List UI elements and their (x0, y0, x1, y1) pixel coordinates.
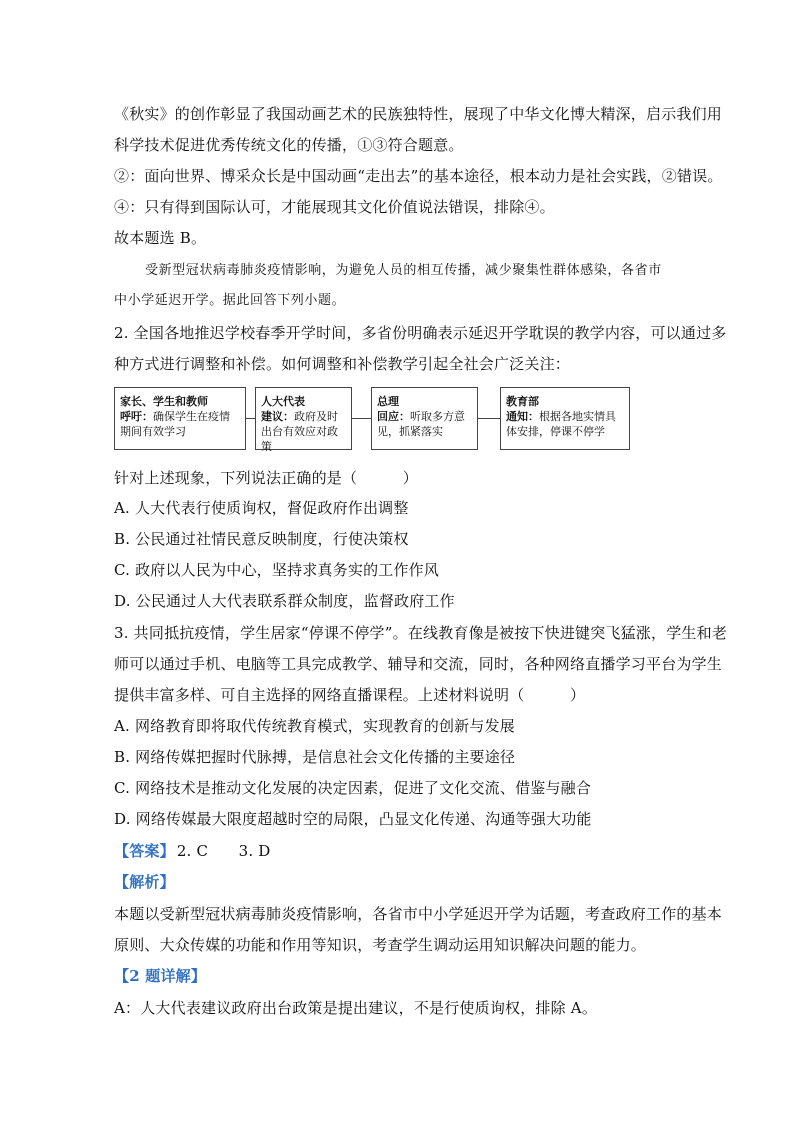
flow-node-ministry (500, 387, 630, 450)
flow-node-title: 家长、学生和教师 (120, 395, 208, 408)
answer-value: 2. C 3. D (176, 842, 271, 860)
flow-diagram (114, 387, 630, 452)
option-d: D. 网络传媒最大限度超越时空的局限，凸显文化传递、沟通等强大功能 (114, 810, 592, 828)
material-line: 中小学延迟开学。据此回答下列小题。 (114, 293, 346, 308)
flow-node-text: 根据各地实情具体安排，停课不停学 (506, 410, 616, 438)
detail-text: A：人大代表建议政府出台政策是提出建议，不是行使质询权，排除 A。 (114, 999, 598, 1017)
text-line: ②：面向世界、博采众长是中国动画“走出去”的基本途径，根本动力是社会实践，②错误。 (114, 167, 723, 185)
flow-node-title: 总理 (377, 395, 399, 408)
flow-node-body (120, 409, 240, 439)
option-c: C. 网络技术是推动文化发展的决定因素，促进了文化交流、借鉴与融合 (114, 779, 592, 797)
question-3-stem: 提供丰富多样、可自主选择的网络直播课程。上述材料说明（ ） (114, 686, 586, 704)
flow-node-body (377, 409, 472, 439)
text-line: 故本题选 B。 (114, 229, 207, 247)
option-a: A. 人大代表行使质询权，督促政府作出调整 (114, 499, 409, 517)
flow-node-parents (114, 387, 246, 450)
flow-node-npc-deputy (255, 387, 352, 453)
question-2-prompt: 针对上述现象，下列说法正确的是（ ） (114, 469, 419, 487)
flow-node-key: 回应： (377, 410, 410, 423)
option-b: B. 网络传媒把握时代脉搏，是信息社会文化传播的主要途径 (114, 748, 516, 766)
option-a: A. 网络教育即将取代传统教育模式，实现教育的创新与发展 (114, 717, 515, 735)
flow-connector (246, 418, 255, 419)
question-3-stem: 师可以通过手机、电脑等工具完成教学、辅导和交流，同时，各种网络直播学习平台为学生 (114, 655, 723, 673)
question-2-stem: 2. 全国各地推迟学校春季开学时间，多省份明确表示延迟开学耽误的教学内容，可以通过多 (114, 324, 727, 342)
text-line: 科学技术促进优秀传统文化的传播，①③符合题意。 (114, 136, 464, 154)
analysis-label: 【解析】 (114, 873, 175, 891)
detail-label: 【2 题详解】 (114, 967, 207, 985)
flow-node-premier (371, 387, 478, 450)
flow-node-key: 建议： (261, 410, 294, 423)
flow-node-key: 呼吁： (120, 410, 153, 423)
question-3-stem: 3. 共同抵抗疫情，学生居家“停课不停学”。在线教育像是被按下快进键突飞猛涨，学生和老 (114, 624, 728, 642)
flow-node-body (261, 409, 346, 454)
text-line: ④：只有得到国际认可，才能展现其文化价值说法错误，排除④。 (114, 198, 555, 216)
question-2-stem: 种方式进行调整和补偿。如何调整和补偿教学引起全社会广泛关注： (114, 355, 571, 373)
flow-node-key: 通知： (506, 410, 539, 423)
analysis-text: 本题以受新型冠状病毒肺炎疫情影响，各省市中小学延迟开学为话题，考查政府工作的基本 (114, 905, 723, 923)
option-c: C. 政府以人民为中心，坚持求真务实的工作作风 (114, 561, 440, 579)
analysis-text: 原则、大众传媒的功能和作用等知识，考查学生调动运用知识解决问题的能力。 (114, 936, 647, 954)
flow-node-title: 教育部 (506, 395, 539, 408)
text-line: 《秋实》的创作彰显了我国动画艺术的民族独特性，展现了中华文化博大精深，启示我们用 (114, 105, 723, 123)
option-b: B. 公民通过社情民意反映制度，行使决策权 (114, 530, 409, 548)
answer-label: 【答案】 (114, 842, 175, 860)
flow-connector (478, 418, 500, 419)
material-line: 受新型冠状病毒肺炎疫情影响，为避免人员的相互传播，减少聚集性群体感染，各省市 (145, 263, 662, 278)
flow-node-text: 听取多方意见，抓紧落实 (377, 410, 465, 438)
flow-node-text: 政府及时出台有效应对政策 (261, 410, 338, 453)
analysis-line (114, 871, 175, 893)
flow-node-text: 确保学生在疫情期间有效学习 (120, 410, 230, 438)
detail-line (114, 965, 206, 987)
flow-node-body (506, 409, 624, 439)
flow-node-title: 人大代表 (261, 395, 305, 408)
flow-connector (352, 418, 371, 419)
option-d: D. 公民通过人大代表联系群众制度，监督政府工作 (114, 592, 455, 610)
answer-line (114, 840, 270, 862)
